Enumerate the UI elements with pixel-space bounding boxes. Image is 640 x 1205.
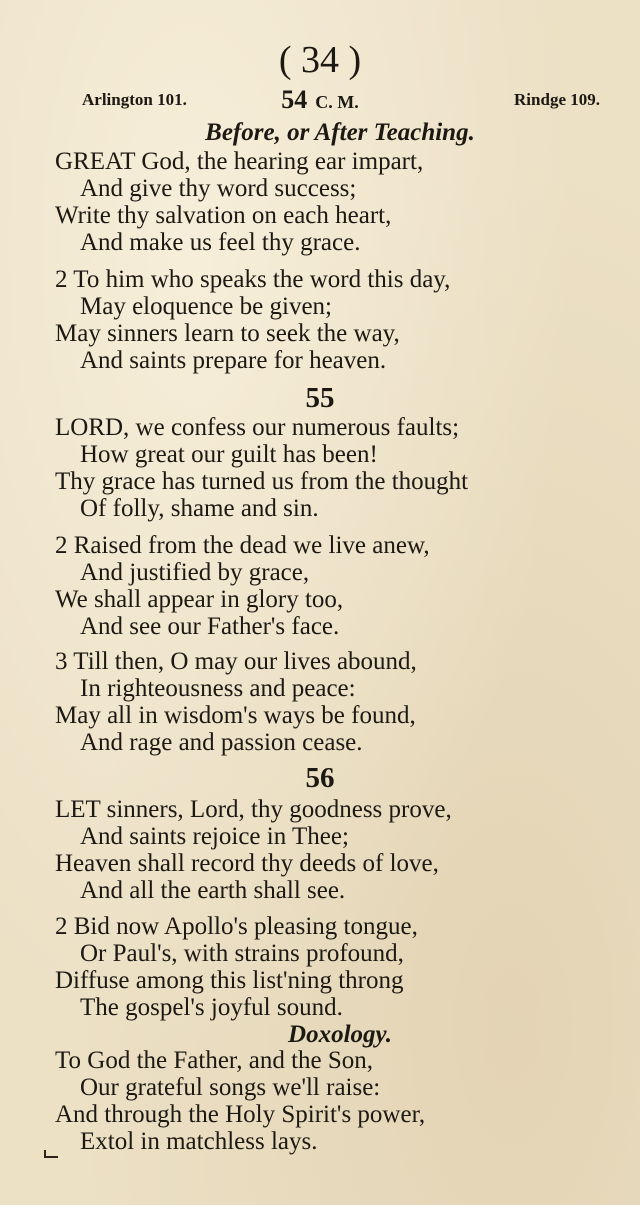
hymn-54-title: Before, or After Teaching. xyxy=(205,119,475,146)
hymn-55-line: 2 Raised from the dead we live anew, xyxy=(55,532,430,559)
hymn-56-line: LET sinners, Lord, thy goodness prove, xyxy=(55,796,452,823)
hymn-54-meter: C. M. xyxy=(315,92,359,112)
tune-right: Rindge 109. xyxy=(514,90,600,109)
hymn-54-line: And saints prepare for heaven. xyxy=(80,347,387,374)
hymn-55-line: How great our guilt has been! xyxy=(80,441,378,468)
hymn-55-line: May all in wisdom's ways be found, xyxy=(55,702,416,729)
hymn-55-line: And justified by grace, xyxy=(80,559,310,586)
hymn-55-line: 3 Till then, O may our lives abound, xyxy=(55,648,417,675)
hymn-56-line: The gospel's joyful sound. xyxy=(80,994,343,1021)
tune-left: Arlington 101. xyxy=(82,90,187,109)
hymn-56-number: 56 xyxy=(305,762,335,794)
hymn-54-line: May sinners learn to seek the way, xyxy=(55,320,400,347)
hymn-56-line: And saints rejoice in Thee; xyxy=(80,823,349,850)
hymn-55-number: 55 xyxy=(305,382,335,414)
hymn-55-line: LORD, we confess our numerous faults; xyxy=(55,414,460,441)
hymn-55-line: We shall appear in glory too, xyxy=(55,586,344,613)
hymn-55-line: Of folly, shame and sin. xyxy=(80,495,319,522)
doxology-line: To God the Father, and the Son, xyxy=(55,1047,374,1074)
hymn-54-line: 2 To him who speaks the word this day, xyxy=(55,266,451,293)
hymn-55-line: And rage and passion cease. xyxy=(80,729,363,756)
hymn-56-line: 2 Bid now Apollo's pleasing tongue, xyxy=(55,913,418,940)
hymn-54-line: Write thy salvation on each heart, xyxy=(55,202,392,229)
hymn-55-line: In righteousness and peace: xyxy=(80,675,356,702)
hymn-56-line: And all the earth shall see. xyxy=(80,877,346,904)
hymn-54-line: May eloquence be given; xyxy=(80,293,332,320)
doxology-line: And through the Holy Spirit's power, xyxy=(55,1101,426,1128)
hymn-54-line: GREAT God, the hearing ear impart, xyxy=(55,148,424,175)
hymn-55-line: And see our Father's face. xyxy=(80,613,340,640)
doxology-line: Our grateful songs we'll raise: xyxy=(80,1074,381,1101)
hymn-54-line: And make us feel thy grace. xyxy=(80,229,361,256)
hymn-54-number: 54 xyxy=(281,85,308,114)
doxology-title: Doxology. xyxy=(288,1021,392,1048)
hymn-56-line: Diffuse among this list'ning throng xyxy=(55,967,404,994)
hymn-56-line: Or Paul's, with strains profound, xyxy=(80,940,404,967)
printer-mark xyxy=(44,1150,58,1158)
hymn-54-line: And give thy word success; xyxy=(80,175,357,202)
hymn-55-line: Thy grace has turned us from the thought xyxy=(55,468,469,495)
page-number: ( 34 ) xyxy=(278,39,362,81)
doxology-line: Extol in matchless lays. xyxy=(80,1128,318,1155)
hymn-56-line: Heaven shall record thy deeds of love, xyxy=(55,850,439,877)
